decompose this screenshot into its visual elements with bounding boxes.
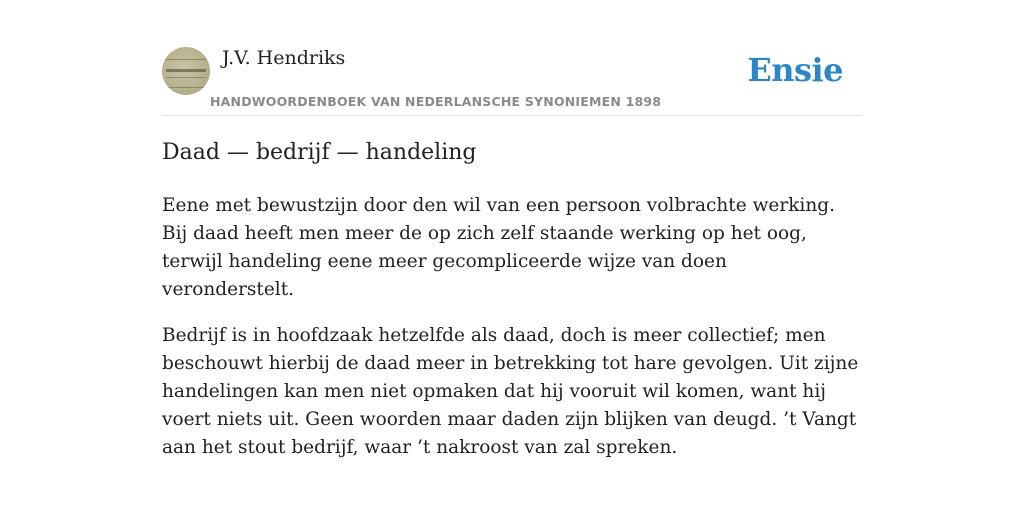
entry-paragraph: Bedrijf is in hoofdzaak hetzelfde als daad, doch is meer collectief; men beschouwt hierbij de daad meer in betrekking tot hare gevolgen. Uit zijne handelingen kan men niet opmaken dat hij vooruit wil komen, want hij voert niets uit. Geen woorden maar daden zijn blijken van deugd. ’t Vangt aan het stout bedrijf, waar ’t nakroost van zal spreken.: [162, 325, 859, 458]
source-title[interactable]: HANDWOORDENBOEK VAN NEDERLANSCHE SYNONIEMEN 1898: [210, 94, 662, 109]
cover-line: [166, 59, 206, 60]
header-divider: [162, 115, 862, 116]
book-cover-avatar[interactable]: [162, 47, 210, 95]
cover-line: [166, 77, 206, 78]
cover-title-band: [166, 69, 206, 72]
cover-line: [166, 87, 206, 88]
entry-paragraph: Eene met bewustzijn door den wil van een persoon volbrachte werking. Bij daad heeft men meer de op zich zelf staande werking op het oog, terwijl handeling eene meer gecompliceerde wijze van doen veronderstelt.: [162, 195, 835, 300]
entry-title: Daad — bedrijf — handeling: [162, 140, 477, 165]
author-name[interactable]: J.V. Hendriks: [222, 47, 346, 69]
entry-body: [162, 192, 862, 480]
entry-header: [162, 46, 862, 116]
ensie-logo[interactable]: Ensie: [747, 51, 843, 89]
